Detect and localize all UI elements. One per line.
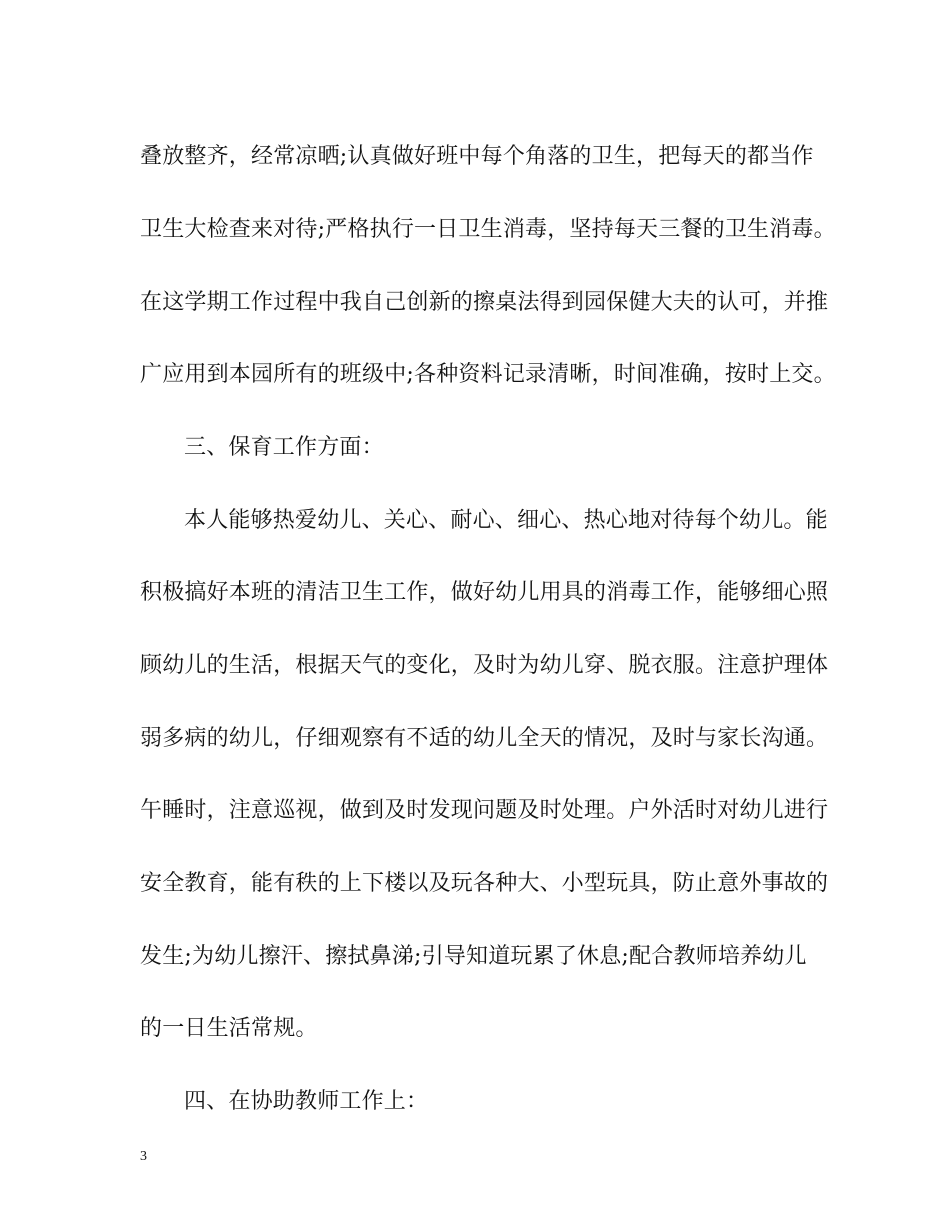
body-text-line: 在这学期工作过程中我自己创新的擦桌法得到园保健大夫的认可，并推 [140,290,829,315]
body-text-line: 的一日生活常规。 [140,1016,318,1041]
body-text-line: 顾幼儿的生活，根据天气的变化，及时为幼儿穿、脱衣服。注意护理体 [140,653,829,678]
body-text-line: 午睡时，注意巡视，做到及时发现问题及时处理。户外活时对幼儿进行 [140,798,829,823]
page-number: 3 [140,1149,147,1164]
body-text-line: 弱多病的幼儿，仔细观察有不适的幼儿全天的情况，及时与家长沟通。 [140,726,829,751]
body-text-line: 卫生大检查来对待;严格执行一日卫生消毒，坚持每天三餐的卫生消毒。 [140,217,836,242]
body-text-line: 本人能够热爱幼儿、关心、耐心、细心、热心地对待每个幼儿。能 [184,508,828,533]
section-heading: 三、保育工作方面： [184,435,384,460]
body-text-line: 叠放整齐，经常凉晒;认真做好班中每个角落的卫生，把每天的都当作 [140,144,814,169]
body-text-line: 安全教育，能有秩的上下楼以及玩各种大、小型玩具，防止意外事故的 [140,871,829,896]
body-text-line: 积极搞好本班的清洁卫生工作，做好幼儿用具的消毒工作，能够细心照 [140,580,829,605]
body-text-line: 发生;为幼儿擦汗、擦拭鼻涕;引导知道玩累了休息;配合教师培养幼儿 [140,944,807,969]
section-heading: 四、在协助教师工作上： [184,1089,429,1114]
body-text-line: 广应用到本园所有的班级中;各种资料记录清晰，时间准确，按时上交。 [140,362,836,387]
